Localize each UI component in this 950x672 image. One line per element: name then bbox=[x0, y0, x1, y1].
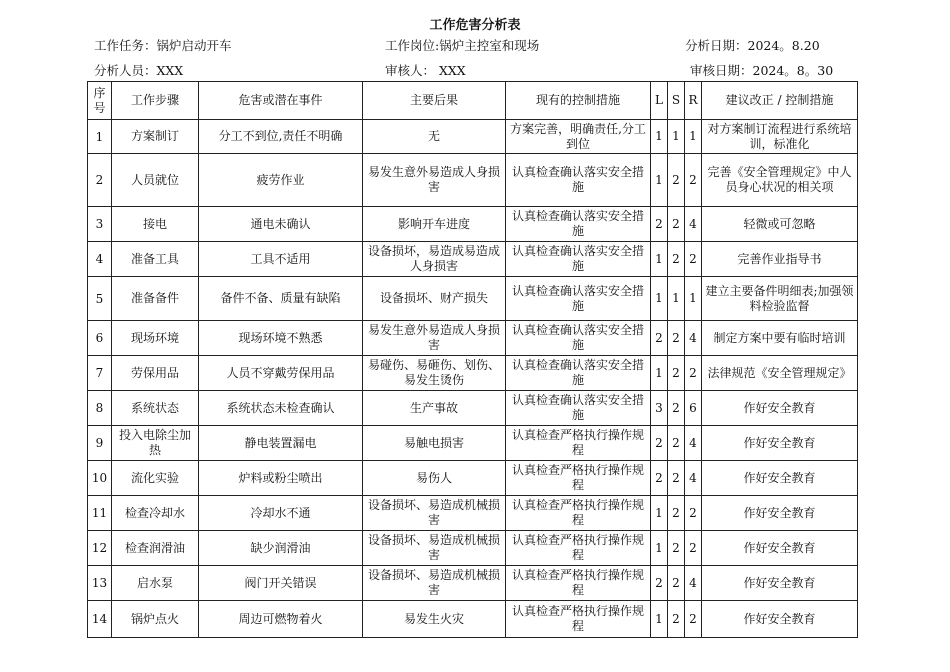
cell-l: 2 bbox=[651, 566, 668, 601]
cell-r: 2 bbox=[685, 496, 702, 531]
cell-r: 2 bbox=[685, 356, 702, 391]
table-row bbox=[88, 496, 858, 531]
cell-step: 投入电除尘加热 bbox=[112, 426, 199, 461]
cell-control: 认真检查严格执行操作规程 bbox=[506, 426, 651, 461]
cell-consequence: 设备损坏，易造成易造成人身损害 bbox=[363, 242, 506, 277]
cell-no: 11 bbox=[88, 496, 112, 531]
cell-no: 7 bbox=[88, 356, 112, 391]
cell-r: 2 bbox=[685, 531, 702, 566]
cell-control: 认真检查确认落实安全措施 bbox=[506, 242, 651, 277]
cell-consequence: 易发生意外易造成人身损害 bbox=[363, 154, 506, 207]
cell-step: 启水泵 bbox=[112, 566, 199, 601]
cell-advice: 作好安全教育 bbox=[702, 461, 858, 496]
cell-l: 2 bbox=[651, 321, 668, 356]
table-header-row bbox=[88, 82, 858, 120]
cell-advice: 建立主要备件明细表;加强领料检验监督 bbox=[702, 277, 858, 321]
work-post: 工作岗位:锅炉主控室和现场 bbox=[385, 38, 540, 53]
cell-advice: 制定方案中要有临时培训 bbox=[702, 321, 858, 356]
cell-advice: 轻微或可忽略 bbox=[702, 207, 858, 242]
cell-no: 6 bbox=[88, 321, 112, 356]
cell-s: 2 bbox=[668, 496, 685, 531]
cell-consequence: 易发生意外易造成人身损害 bbox=[363, 321, 506, 356]
cell-consequence: 易触电损害 bbox=[363, 426, 506, 461]
cell-no: 12 bbox=[88, 531, 112, 566]
cell-control: 认真检查严格执行操作规程 bbox=[506, 566, 651, 601]
cell-r: 4 bbox=[685, 426, 702, 461]
cell-consequence: 影响开车进度 bbox=[363, 207, 506, 242]
cell-step: 方案制订 bbox=[112, 120, 199, 154]
table-row bbox=[88, 321, 858, 356]
col-header-s: S bbox=[668, 82, 685, 120]
hazard-analysis-table bbox=[87, 81, 858, 638]
cell-s: 2 bbox=[668, 531, 685, 566]
review-date: 审核日期：2024。8。30 bbox=[690, 63, 834, 78]
cell-step: 锅炉点火 bbox=[112, 601, 199, 638]
table-row bbox=[88, 207, 858, 242]
cell-l: 1 bbox=[651, 356, 668, 391]
col-header-advice: 建议改正 / 控制措施 bbox=[702, 82, 858, 120]
cell-r: 6 bbox=[685, 391, 702, 426]
cell-step: 流化实验 bbox=[112, 461, 199, 496]
cell-no: 3 bbox=[88, 207, 112, 242]
cell-hazard: 炉料或粉尘喷出 bbox=[199, 461, 363, 496]
cell-hazard: 周边可燃物着火 bbox=[199, 601, 363, 638]
cell-l: 2 bbox=[651, 461, 668, 496]
cell-step: 检查润滑油 bbox=[112, 531, 199, 566]
cell-control: 认真检查确认落实安全措施 bbox=[506, 321, 651, 356]
cell-no: 9 bbox=[88, 426, 112, 461]
cell-control: 认真检查严格执行操作规程 bbox=[506, 601, 651, 638]
analyst: 分析人员：XXX bbox=[94, 63, 184, 78]
cell-no: 14 bbox=[88, 601, 112, 638]
cell-no: 2 bbox=[88, 154, 112, 207]
cell-s: 2 bbox=[668, 242, 685, 277]
table-row bbox=[88, 531, 858, 566]
cell-hazard: 现场环境不熟悉 bbox=[199, 321, 363, 356]
cell-s: 2 bbox=[668, 391, 685, 426]
cell-consequence: 易伤人 bbox=[363, 461, 506, 496]
cell-hazard: 疲劳作业 bbox=[199, 154, 363, 207]
cell-hazard: 人员不穿戴劳保用品 bbox=[199, 356, 363, 391]
col-header-no: 序号 bbox=[88, 82, 112, 120]
cell-control: 认真检查确认落实安全措施 bbox=[506, 207, 651, 242]
cell-r: 2 bbox=[685, 242, 702, 277]
cell-s: 2 bbox=[668, 461, 685, 496]
cell-s: 2 bbox=[668, 601, 685, 638]
cell-l: 3 bbox=[651, 391, 668, 426]
cell-s: 2 bbox=[668, 207, 685, 242]
work-task: 工作任务：锅炉启动开车 bbox=[94, 38, 232, 53]
cell-no: 4 bbox=[88, 242, 112, 277]
cell-step: 人员就位 bbox=[112, 154, 199, 207]
cell-l: 1 bbox=[651, 496, 668, 531]
cell-s: 1 bbox=[668, 120, 685, 154]
cell-step: 系统状态 bbox=[112, 391, 199, 426]
table-row bbox=[88, 277, 858, 321]
cell-advice: 作好安全教育 bbox=[702, 426, 858, 461]
cell-no: 10 bbox=[88, 461, 112, 496]
cell-consequence: 设备损坏、易造成机械损害 bbox=[363, 531, 506, 566]
cell-advice: 法律规范《安全管理规定》 bbox=[702, 356, 858, 391]
col-header-r: R bbox=[685, 82, 702, 120]
table-row bbox=[88, 154, 858, 207]
cell-no: 13 bbox=[88, 566, 112, 601]
cell-r: 1 bbox=[685, 120, 702, 154]
cell-step: 准备备件 bbox=[112, 277, 199, 321]
col-header-consequence: 主要后果 bbox=[363, 82, 506, 120]
cell-advice: 作好安全教育 bbox=[702, 531, 858, 566]
cell-hazard: 冷却水不通 bbox=[199, 496, 363, 531]
cell-r: 2 bbox=[685, 601, 702, 638]
cell-no: 5 bbox=[88, 277, 112, 321]
cell-hazard: 阀门开关错误 bbox=[199, 566, 363, 601]
col-header-control: 现有的控制措施 bbox=[506, 82, 651, 120]
cell-l: 1 bbox=[651, 120, 668, 154]
analysis-date: 分析日期：2024。8.20 bbox=[685, 38, 820, 53]
reviewer: 审核人： XXX bbox=[385, 63, 466, 78]
cell-r: 2 bbox=[685, 154, 702, 207]
cell-hazard: 工具不适用 bbox=[199, 242, 363, 277]
cell-control: 认真检查确认落实安全措施 bbox=[506, 277, 651, 321]
cell-s: 2 bbox=[668, 154, 685, 207]
cell-consequence: 无 bbox=[363, 120, 506, 154]
cell-r: 4 bbox=[685, 321, 702, 356]
cell-no: 1 bbox=[88, 120, 112, 154]
cell-step: 劳保用品 bbox=[112, 356, 199, 391]
table-row bbox=[88, 356, 858, 391]
cell-l: 1 bbox=[651, 242, 668, 277]
cell-no: 8 bbox=[88, 391, 112, 426]
cell-consequence: 生产事故 bbox=[363, 391, 506, 426]
cell-l: 2 bbox=[651, 207, 668, 242]
table-row bbox=[88, 566, 858, 601]
cell-consequence: 设备损坏、财产损失 bbox=[363, 277, 506, 321]
cell-l: 1 bbox=[651, 531, 668, 566]
cell-step: 准备工具 bbox=[112, 242, 199, 277]
cell-control: 认真检查确认落实安全措施 bbox=[506, 356, 651, 391]
table-row bbox=[88, 120, 858, 154]
cell-s: 2 bbox=[668, 426, 685, 461]
cell-l: 2 bbox=[651, 426, 668, 461]
cell-advice: 作好安全教育 bbox=[702, 566, 858, 601]
cell-s: 2 bbox=[668, 356, 685, 391]
cell-l: 1 bbox=[651, 277, 668, 321]
table-row bbox=[88, 391, 858, 426]
cell-consequence: 设备损坏、易造成机械损害 bbox=[363, 566, 506, 601]
table-row bbox=[88, 601, 858, 638]
cell-control: 认真检查严格执行操作规程 bbox=[506, 496, 651, 531]
cell-s: 2 bbox=[668, 566, 685, 601]
cell-l: 1 bbox=[651, 601, 668, 638]
col-header-hazard: 危害或潜在事件 bbox=[199, 82, 363, 120]
cell-r: 4 bbox=[685, 207, 702, 242]
cell-l: 1 bbox=[651, 154, 668, 207]
table-row bbox=[88, 426, 858, 461]
cell-advice: 作好安全教育 bbox=[702, 496, 858, 531]
cell-control: 认真检查确认落实安全措施 bbox=[506, 391, 651, 426]
cell-advice: 完善《安全管理规定》中人员身心状况的相关项 bbox=[702, 154, 858, 207]
cell-s: 2 bbox=[668, 321, 685, 356]
cell-hazard: 静电装置漏电 bbox=[199, 426, 363, 461]
col-header-step: 工作步骤 bbox=[112, 82, 199, 120]
cell-hazard: 备件不备、质量有缺陷 bbox=[199, 277, 363, 321]
cell-control: 方案完善，明确责任,分工到位 bbox=[506, 120, 651, 154]
cell-advice: 对方案制订流程进行系统培训，标准化 bbox=[702, 120, 858, 154]
cell-hazard: 缺少润滑油 bbox=[199, 531, 363, 566]
table-row bbox=[88, 461, 858, 496]
cell-advice: 作好安全教育 bbox=[702, 391, 858, 426]
cell-r: 4 bbox=[685, 461, 702, 496]
cell-advice: 作好安全教育 bbox=[702, 601, 858, 638]
cell-control: 认真检查严格执行操作规程 bbox=[506, 531, 651, 566]
page-title: 工作危害分析表 bbox=[429, 18, 521, 33]
cell-hazard: 通电未确认 bbox=[199, 207, 363, 242]
cell-r: 1 bbox=[685, 277, 702, 321]
cell-r: 4 bbox=[685, 566, 702, 601]
cell-advice: 完善作业指导书 bbox=[702, 242, 858, 277]
cell-hazard: 系统状态未检查确认 bbox=[199, 391, 363, 426]
cell-control: 认真检查确认落实安全措施 bbox=[506, 154, 651, 207]
cell-step: 接电 bbox=[112, 207, 199, 242]
cell-step: 检查冷却水 bbox=[112, 496, 199, 531]
cell-consequence: 易发生火灾 bbox=[363, 601, 506, 638]
cell-consequence: 易碰伤、易砸伤、划伤、易发生烫伤 bbox=[363, 356, 506, 391]
cell-consequence: 设备损坏、易造成机械损害 bbox=[363, 496, 506, 531]
cell-control: 认真检查严格执行操作规程 bbox=[506, 461, 651, 496]
table-row bbox=[88, 242, 858, 277]
col-header-l: L bbox=[651, 82, 668, 120]
cell-step: 现场环境 bbox=[112, 321, 199, 356]
cell-s: 1 bbox=[668, 277, 685, 321]
cell-hazard: 分工不到位,责任不明确 bbox=[199, 120, 363, 154]
